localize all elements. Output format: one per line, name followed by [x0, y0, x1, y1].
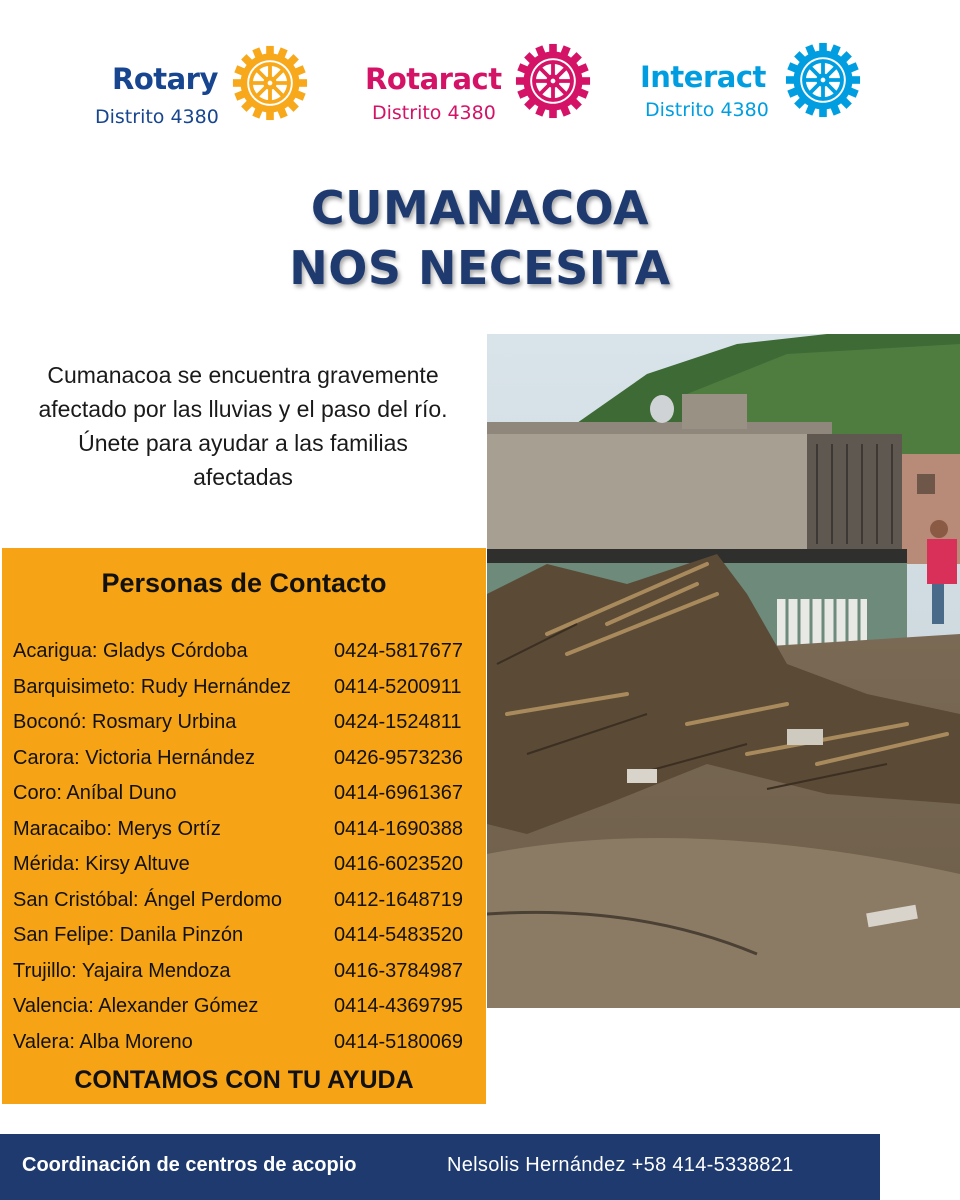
rotaract-logo — [362, 40, 602, 140]
contact-row — [13, 958, 483, 994]
contact-name: Valera: Alba Moreno — [13, 1030, 193, 1053]
contact-box — [2, 548, 486, 1104]
intro-line-4: afectadas — [193, 464, 293, 490]
intro-text — [6, 358, 480, 494]
headline — [200, 178, 760, 298]
contact-phone[interactable]: 0424-1524811 — [334, 711, 462, 733]
contact-row — [13, 674, 483, 710]
contact-phone[interactable]: 0416-6023520 — [334, 853, 464, 875]
rotary-district: Distrito 4380 — [95, 106, 219, 128]
intro-line-1: Cumanacoa se encuentra gravemente — [47, 362, 439, 388]
contact-row — [13, 709, 483, 745]
contact-row — [13, 638, 483, 674]
contact-row — [13, 816, 483, 852]
interact-gear-wheel-icon — [785, 42, 861, 118]
contact-row — [13, 1029, 483, 1065]
contact-phone[interactable]: 0414-5200911 — [334, 675, 462, 698]
contact-name: Maracaibo: Merys Ortíz — [13, 817, 221, 840]
contact-phone[interactable]: 0414-5180069 — [334, 1030, 464, 1053]
contact-list — [13, 638, 483, 1064]
flood-damage-photo — [487, 334, 960, 1008]
contact-name: San Cristóbal: Ángel Perdomo — [13, 888, 283, 911]
contact-phone[interactable]: 0414-5483520 — [334, 924, 464, 946]
call-to-action: CONTAMOS CON TU AYUDA — [74, 1066, 414, 1094]
contact-row — [13, 851, 483, 887]
interact-logo — [640, 40, 880, 140]
intro-line-3: Únete para ayudar a las familias — [78, 430, 408, 456]
intro-line-2: afectado por las lluvias y el paso del río. — [38, 396, 448, 422]
contact-row — [13, 922, 483, 958]
contact-phone[interactable]: 0414-6961367 — [334, 782, 464, 804]
rotary-logo — [90, 40, 320, 140]
contact-row — [13, 780, 483, 816]
contact-name: San Felipe: Danila Pinzón — [13, 924, 244, 946]
contact-name: Carora: Victoria Hernández — [13, 746, 255, 769]
contact-row — [13, 745, 483, 781]
headline-line-2: NOS NECESITA — [289, 241, 671, 295]
footer-bar — [0, 1134, 880, 1200]
contact-name: Valencia: Alexander Gómez — [13, 995, 259, 1017]
contact-row — [13, 887, 483, 923]
contact-phone[interactable]: 0414-4369795 — [334, 995, 464, 1017]
contact-name: Boconó: Rosmary Urbina — [13, 711, 237, 733]
interact-name: Interact — [640, 60, 766, 94]
rotaract-district: Distrito 4380 — [372, 102, 496, 124]
contact-phone[interactable]: 0414-1690388 — [334, 817, 464, 840]
contact-phone[interactable]: 0424-5817677 — [334, 640, 464, 662]
contact-name: Coro: Aníbal Duno — [13, 782, 177, 804]
contact-name: Acarigua: Gladys Córdoba — [13, 640, 248, 662]
rotaract-name: Rotaract — [365, 62, 502, 96]
contact-name: Mérida: Kirsy Altuve — [13, 853, 190, 875]
contact-row — [13, 993, 483, 1029]
contact-phone[interactable]: 0412-1648719 — [334, 888, 464, 911]
contact-name: Trujillo: Yajaira Mendoza — [13, 959, 231, 982]
rotary-name: Rotary — [112, 62, 218, 96]
headline-line-1: CUMANACOA — [310, 181, 650, 235]
footer-label: Coordinación de centros de acopio — [22, 1154, 357, 1176]
interact-district: Distrito 4380 — [645, 99, 769, 121]
footer-contact[interactable]: Nelsolis Hernández +58 414-5338821 — [447, 1154, 794, 1176]
contact-title: Personas de Contacto — [101, 568, 387, 598]
rotaract-gear-wheel-icon — [515, 43, 591, 119]
rotary-gear-wheel-icon — [232, 45, 308, 121]
contact-phone[interactable]: 0416-3784987 — [334, 959, 464, 982]
contact-name: Barquisimeto: Rudy Hernández — [13, 675, 291, 698]
contact-phone[interactable]: 0426-9573236 — [334, 746, 464, 769]
